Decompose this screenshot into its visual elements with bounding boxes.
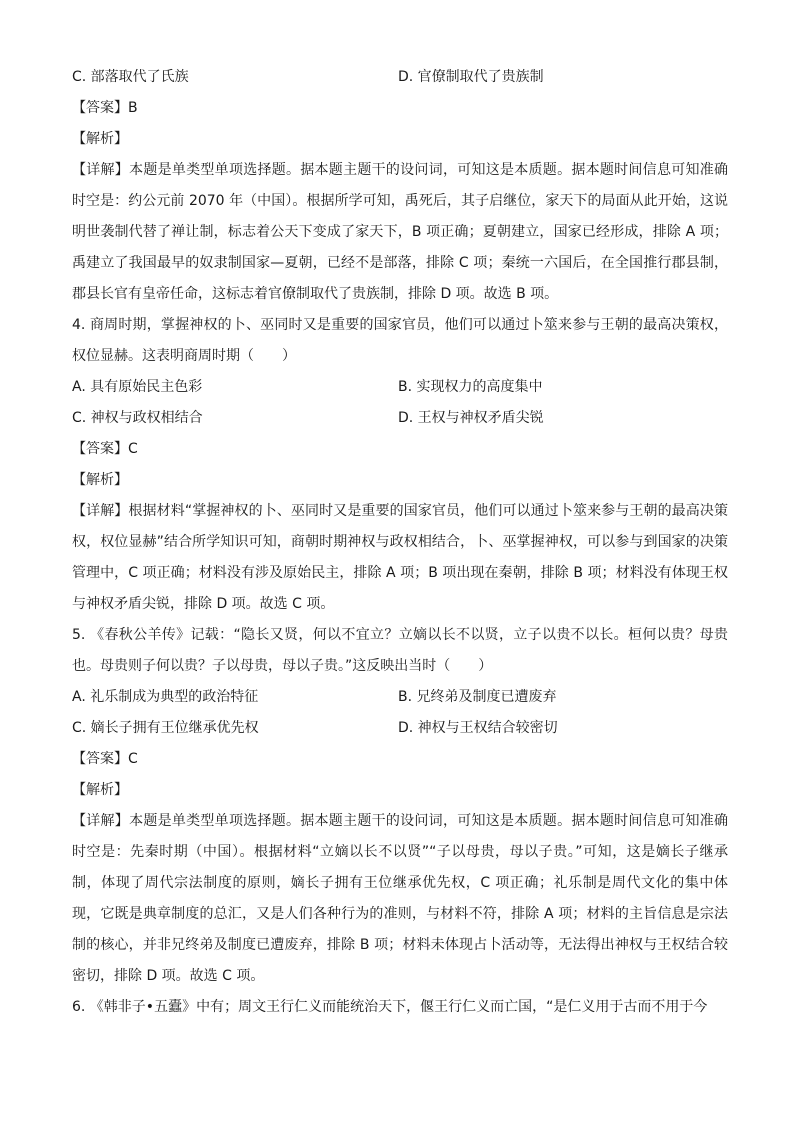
answer-value: B [128, 100, 138, 116]
q3-option-c: C. 部落取代了氏族 [72, 69, 189, 85]
detail-text: 本题是单类型单项选择题。据本题主题干的设问词，可知这是本质题。据本题时间信息可知准确时空是：先秦时期（中国）。根据材料“立嫡以长不以贤”“子以母贵，母以子贵。”可知，这是嫡长子继承制，体现了周代宗法制度的原则，嫡长子拥有王位继承优先权，C 项正确；礼乐制是周代文化的集中体现，它既是典章制度的总汇，又是人们各种行为的准则，与材料不符，排除 A 项；材料的主旨信息是宗法制的核心，并非兄终弟及制度已遭废弃，排除 B 项；材料未体现占卜活动等，无法得出神权与王权结合较密切，排除 D 项。故选 C 项。 [72, 813, 729, 984]
q4-stem: 4. 商周时期，掌握神权的卜、巫同时又是重要的国家官员，他们可以通过卜筮来参与王朝的最高决策权，权位显赫。这表明商周时期（ ） [72, 317, 728, 364]
q3-detail [72, 155, 728, 310]
q5-option-a: A. 礼乐制成为典型的政治特征 [72, 689, 259, 705]
q5-answer [72, 744, 728, 775]
detail-label: 【详解】 [72, 162, 130, 178]
q4-option-c: C. 神权与政权相结合 [72, 410, 203, 426]
q4-options-row-cd [72, 403, 728, 434]
q4-detail [72, 496, 728, 620]
document-page [72, 62, 728, 1023]
q4-option-b: B. 实现权力的高度集中 [398, 379, 543, 395]
detail-text: 根据材料“掌握神权的卜、巫同时又是重要的国家官员，他们可以通过卜筮来参与王朝的最高决策权，权位显赫”结合所学知识可知，商朝时期神权与政权相结合，卜、巫掌握神权，可以参与到国家的决策管理中，C 项正确；材料没有涉及原始民主，排除 A 项；B 项出现在秦朝，排除 B 项；材料没有体现王权与神权矛盾尖锐，排除 D 项。故选 C 项。 [72, 503, 728, 612]
q4-analysis-label: 【解析】 [72, 472, 128, 488]
answer-label: 【答案】 [72, 441, 128, 457]
q6-stem: 6. 《韩非子•五蠹》中有；周文王行仁义而能统治天下，偃王行仁义而亡国，“是仁义用于古而不用于今 [72, 999, 708, 1015]
q5-analysis-label: 【解析】 [72, 782, 128, 798]
q4-answer [72, 434, 728, 465]
q3-option-d: D. 官僚制取代了贵族制 [398, 69, 544, 85]
q3-analysis-label: 【解析】 [72, 131, 128, 147]
answer-label: 【答案】 [72, 100, 128, 116]
q4-option-a: A. 具有原始民主色彩 [72, 379, 203, 395]
detail-text: 本题是单类型单项选择题。据本题主题干的设问词，可知这是本质题。据本题时间信息可知准确时空是：约公元前 2070 年（中国）。根据所学可知，禹死后，其子启继位，家天下的局面从此开始，这说明世袭制代替了禅让制，标志着公天下变成了家天下，B 项正确；夏朝建立，国家已经形成，排除 A 项；禹建立了我国最早的奴隶制国家—夏朝，已经不是部落，排除 C 项；秦统一六国后，在全国推行郡县制，郡县长官有皇帝任命，这标志着官僚制取代了贵族制，排除 D 项。故选 B 项。 [72, 162, 729, 302]
detail-label: 【详解】 [72, 813, 130, 829]
q3-answer [72, 93, 728, 124]
q5-options-row-ab [72, 682, 728, 713]
q5-option-b: B. 兄终弟及制度已遭废弃 [398, 689, 557, 705]
q4-options-row-ab [72, 372, 728, 403]
q4-option-d: D. 王权与神权矛盾尖锐 [398, 410, 544, 426]
q5-stem: 5. 《春秋公羊传》记载：“隐长又贤，何以不宜立？立嫡以长不以贤，立子以贵不以长。桓何以贵？母贵也。母贵则子何以贵？子以母贵，母以子贵。”这反映出当时（ ） [72, 627, 728, 674]
q5-option-d: D. 神权与王权结合较密切 [398, 720, 558, 736]
q3-options-row-cd [72, 62, 728, 93]
q5-option-c: C. 嫡长子拥有王位继承优先权 [72, 720, 259, 736]
answer-label: 【答案】 [72, 751, 128, 767]
q5-detail [72, 806, 728, 992]
detail-label: 【详解】 [72, 503, 129, 519]
q5-options-row-cd [72, 713, 728, 744]
answer-value: C [128, 441, 138, 457]
answer-value: C [128, 751, 138, 767]
